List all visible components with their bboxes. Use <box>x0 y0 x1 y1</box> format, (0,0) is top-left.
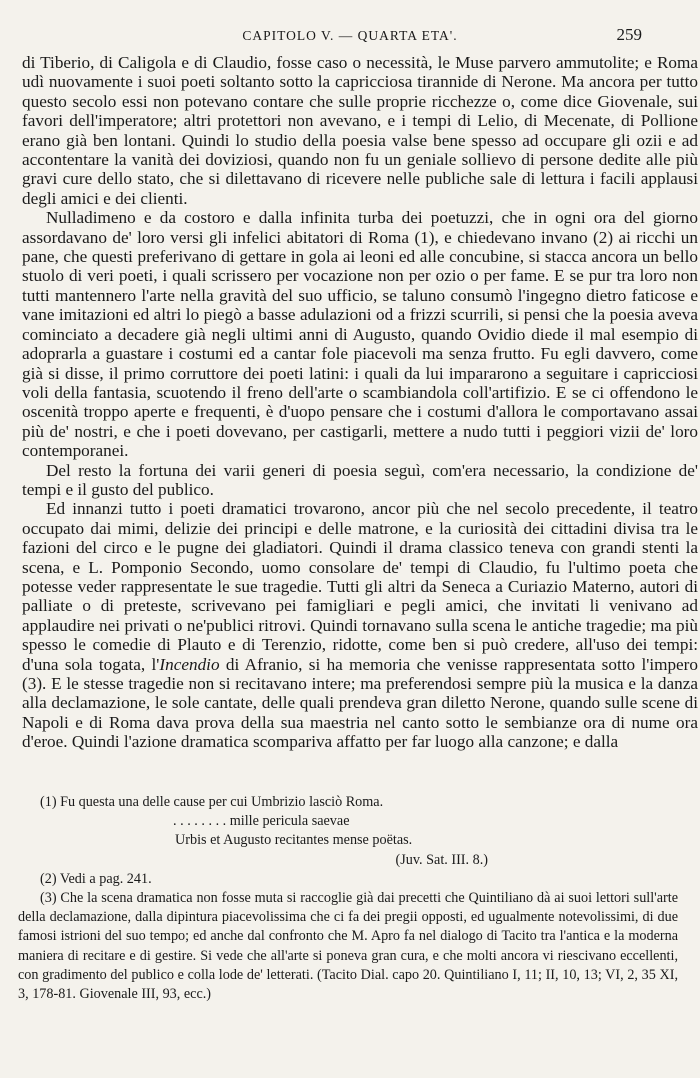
footnote-1-citation: (Juv. Sat. III. 8.) <box>395 851 488 868</box>
paragraph-4-text-a: Ed innanzi tutto i poeti dramatici trovarono, ancor più che nel secolo precedente, il teatro occupato dai mimi, delizie dei principi e delle matrone, e la curiosità dei cittadini divisa tra le fazioni del circo e le pugne dei gladiatori. Quindi il drama classico teneva con grandi stenti la scena, e L. Pomponio Secondo, uomo consolare de' tempi di Claudio, fu l'ultimo poeta che potesse veder rappresentate le sue tragedie. Tutti gli altri da Seneca a Curiazio Materno, autori di palliate o di pretestе, scrivevano pei famigliari e pegli amici, che invitati li venivano ad applaudire nei privati o ne'publici ritrovi. Quindi tornavano sulla scena le antiche tragedie; ma più spesso le comedie di Plauto e di Terenzio, ridotte, come ben si può credere, all'uso dei tempi: d'una sola togata, l' <box>22 499 698 674</box>
paragraph-4 <box>22 499 698 751</box>
footnote-1-verse-2: Urbis et Augusto recitantes mense poëtas. <box>175 832 413 849</box>
footnote-2: (2) Vedi a pag. 241. <box>40 870 152 887</box>
page-header <box>0 25 700 48</box>
paragraph-3: Del resto la fortuna dei varii generi di poesia seguì, com'era necessario, la condizione de' tempi e il gusto del publico. <box>22 460 698 499</box>
running-head: CAPITOLO V. — QUARTA ETA'. <box>242 28 458 43</box>
paragraph-2: Nulladimeno e da costoro e dalla infinita turba dei poetuzzi, che in ogni ora del giorno assordavano de' loro versi gli infelici abitatori di Roma (1), e chiedevano invano (2) ai ricchi un pane, che questi preferivano di gettare in gola ai leoni ed alle concubine, si stacca ancora un bello stuolo di veri poeti, i quali scrissero per vocazione non per ozio o per fame. E se pur tra loro non tutti mantennero l'arte nella gravità del suo ufficio, se taluno consumò l'ingegno dietro faticose e vane imitazioni ed altri lo piegò a basse adulazioni od a frizzi scurrili, si pensi che la poesia aveva cominciato a decadere già negli ultimi anni di Augusto, quando Ovidio diede il mal esempio di adoprarla a guastare i costumi ed a cantar fole piacevoli ma senza frutto. Fu egli davvero, come già si disse, il primo corruttore dei poeti latini: i quali da lui impararono a seguitare i capricciosi voli della fantasia, scuotendo il freno dell'arte o scambiandola coll'artifizio. E se ci offendono le oscenità troppo aperte e frequenti, è d'uopo pensare che i costumi d'allora le comportavano assai più de' nostri, e che i poeti dovevano, per castigarli, mettere a nudo tutti i peggiori vizii de' loro contemporanei. <box>22 208 698 461</box>
footnotes <box>18 793 678 1004</box>
main-text <box>22 53 698 752</box>
paragraph-4-text-b: di Afranio, si ha memoria che venisse rappresentata sotto l'impero (3). E le stesse tragedie non si recitavano intere; ma preferendosi sempre più la musica e la danza alla declamazione, le sole cantate, delle quali prendeva gran diletto Nerone, quando sulle scene di Napoli e di Roma dava prova della sua maestria nel canto sotto le sembianze ora di nume ora d'eroe. Quindi l'azione dramatica scompariva affatto per far luogo alla canzone; e dalla <box>22 654 699 752</box>
paragraph-1: di Tiberio, di Caligola e di Claudio, fosse caso o necessità, le Muse parvero ammutolite; e Roma udì nuovamente i suoi poeti soltanto sotto la capricciosa tirannide di Nerone. Ma ancora per tutto questo secolo essi non potevano contare che sulle proprie ricchezze o, come dice Giovenale, sui favori dell'imperatore; altri protettori non avevano, e i tempi di Lelio, di Mecenate, di Pollione erano già ben lontani. Quindi lo studio della poesia valse bene spesso ad occupare gli ozii e ad accontentare la vanità dei doviziosi, quando non fu un geniale sollievo di persone dedite alle più gravi cure dello stato, che si dilettavano di ricevere nelle publiche sale di lettura i facili applausi degli amici e dei clienti. <box>22 53 698 208</box>
footnote-1: (1) Fu questa una delle cause per cui Umbrizio lasciò Roma. <box>40 794 384 810</box>
footnote-1-verse-1: . . . . . . . . mille pericula saevae <box>173 813 350 830</box>
work-title-incendio: Incendio <box>159 654 220 674</box>
footnote-3: (3) Che la scena dramatica non fosse muta si raccoglie già dai precetti che Quintiliano dà ai suoi lettori sull'arte della declamazione, dalla dipintura piacevolissima che ci fa dei pregii opposti, ed ugualmente notevolissimi, di due famosi istrioni del suo tempo; ed anche dal confronto che M. Apro fa nel dialogo di Tacito tra l'antica e la moderna maniera di recitare e di gestire. Si vede che all'arte si poneva gran cura, e che molti ancora vi riescivano eccellenti, con gradimento del publico e colla lode de' letterati. (Tacito Dial. capo 20. Quintiliano I, 11; II, 10, 13; VI, 2, 35 XI, 3, 178-81. Giovenale III, 93, ecc.) <box>18 890 678 1003</box>
page-number: 259 <box>616 25 642 44</box>
